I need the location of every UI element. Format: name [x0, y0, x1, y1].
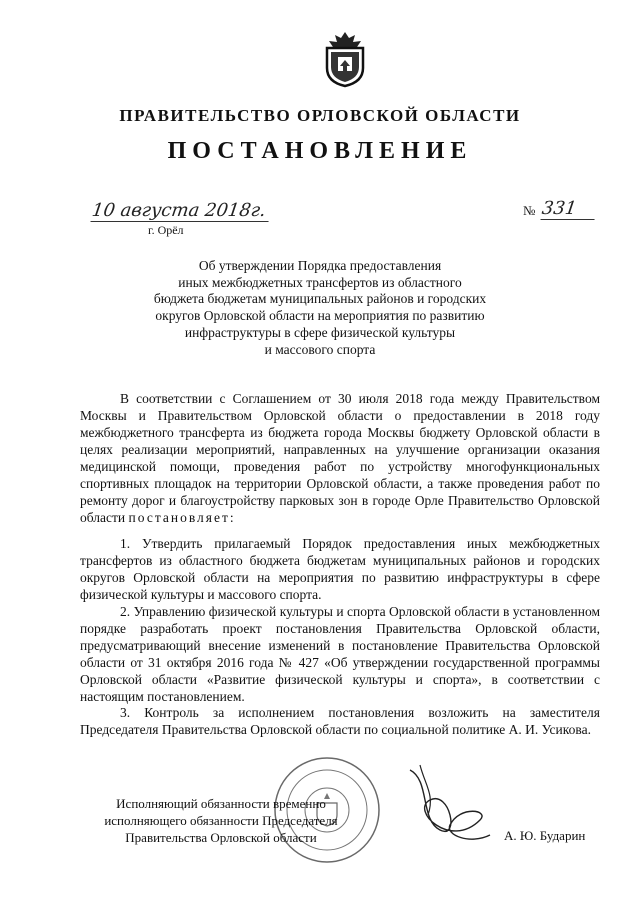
item-3-text: 3. Контроль за исполнением постановления возложить на заместителя Председателя Правительства Орловской области по социальной политике А. И. Усикова. — [80, 705, 600, 737]
decree-number-label: № — [523, 203, 536, 218]
handwritten-signature — [390, 760, 500, 860]
signatory-name: А. Ю. Бударин — [504, 828, 586, 843]
subject-line: иных межбюджетных трансфертов из областного — [178, 274, 462, 290]
subject-line: инфраструктуры в сфере физической культуры — [184, 324, 456, 340]
subject-line: и массового спорта — [264, 341, 376, 357]
decree-city: г. Орёл — [148, 223, 184, 237]
signatory-role — [96, 795, 346, 846]
item-1-text: 1. Утвердить прилагаемый Порядок предоставления иных межбюджетных трансфертов из областного бюджета бюджетам муниципальных районов и городских округов Орловской области на мероприятия по развитию инфраструктуры в сфере физической культуры и массового спорта. — [80, 536, 600, 602]
decree-item-1 — [80, 535, 600, 603]
decree-date: 10 августа 2018г. — [90, 200, 271, 222]
subject-line: округов Орловской области на мероприятия по развитию — [155, 308, 485, 324]
role-line: Правительства Орловской области — [125, 830, 317, 845]
item-2-text: 2. Управлению физической культуры и спорта Орловской области в установленном порядке разработать проект постановления Правительства Орловской области, предусматривающий внесение изменений в постановление Правительства Орловской области от 31 октября 2016 года № 427 «Об утверждении государственной программы Орловской области «Развитие физической культуры и спорта», в соответствии с настоящим постановлением. — [80, 604, 600, 704]
resolves-word: постановляет: — [128, 510, 236, 525]
subject-line: Об утверждении Порядка предоставления — [198, 258, 442, 273]
document-type: ПОСТАНОВЛЕНИЕ — [167, 138, 473, 164]
decree-item-2 — [80, 603, 600, 705]
role-line: исполняющего обязанности Председателя — [104, 813, 338, 828]
decree-number: 331 — [540, 198, 597, 220]
decree-item-3 — [80, 704, 600, 738]
preamble-paragraph — [80, 390, 600, 526]
coat-of-arms-icon — [322, 30, 368, 88]
subject-line: бюджета бюджетам муниципальных районов и городских — [153, 291, 487, 307]
decree-subject — [150, 258, 490, 358]
preamble-text: В соответствии с Соглашением от 30 июля 2018 года между Правительством Москвы и Правительством Орловской области о предоставлении в 2018 году межбюджетного трансферта из бюджета города Москвы бюджету Орловской области в целях реализации мероприятий, направленных на улучшение организации оказания медицинской помощи, проведения работ по устройству многофункциональных спортивных площадок на территории Орловской области, а также проведения работ по ремонту дорог и благоустройству парковых зон в городе Орле Правительство Орловской области — [80, 391, 600, 525]
government-name: ПРАВИТЕЛЬСТВО ОРЛОВСКОЙ ОБЛАСТИ — [119, 106, 521, 125]
role-line: Исполняющий обязанности временно — [116, 796, 326, 811]
